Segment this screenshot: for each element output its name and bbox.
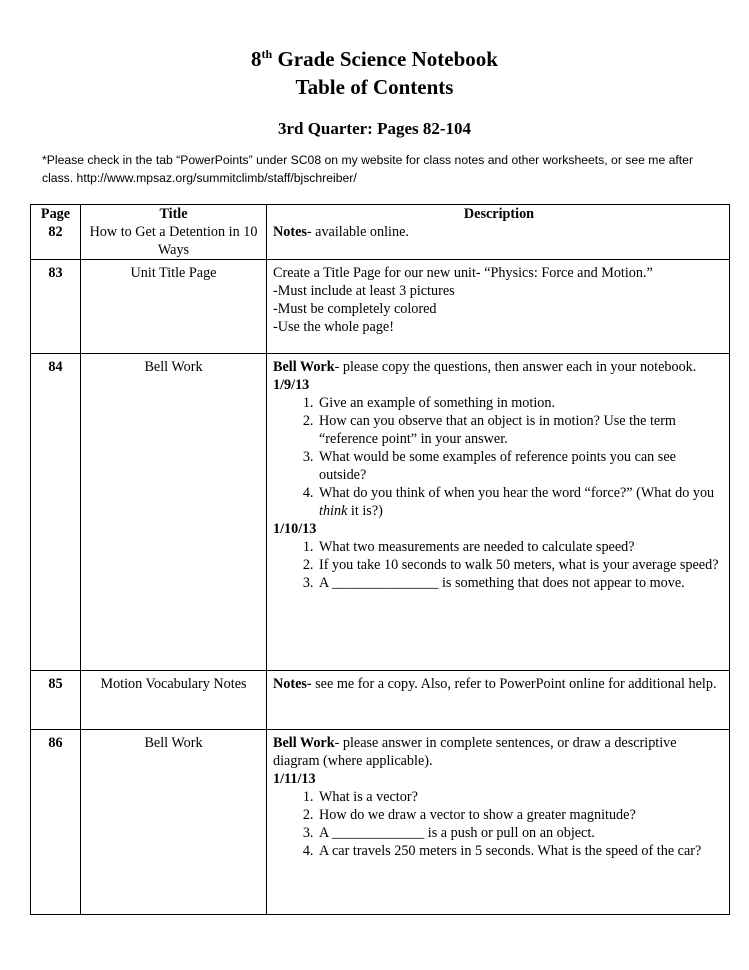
quarter-heading: 3rd Quarter: Pages 82-104 (277, 119, 472, 138)
page-number: 82 (48, 224, 63, 240)
page-cell (31, 730, 81, 915)
description-cell (267, 354, 730, 671)
page-column-header: Page (40, 206, 71, 222)
page-number: 83 (48, 265, 63, 281)
date-label: 1/10/13 (273, 521, 317, 537)
list-item: 2. How can you observe that an object is in motion? Use the term “reference point” in your answer. (317, 412, 725, 448)
website-note: *Please check in the tab “PowerPoints” under SC08 on my website for class notes and other worksheets, or see me after class. http://www.mpsaz.org/summitclimb/staff/bjschreiber/ (42, 153, 694, 185)
list-item: 1. Give an example of something in motion. (317, 394, 725, 412)
desc-lead: Bell Work (273, 735, 335, 751)
description-column-header: Description (463, 206, 535, 222)
entry-title: Unit Title Page (130, 265, 217, 281)
list-item: 2. If you take 10 seconds to walk 50 meters, what is your average speed? (317, 556, 725, 574)
desc-line: -Use the whole page! (273, 319, 394, 335)
desc-text: see me for a copy. Also, refer to PowerPoint online for additional help. (311, 676, 717, 692)
table-row (31, 354, 730, 671)
page-title (0, 46, 749, 72)
title-cell (81, 730, 267, 915)
q-text: it is?) (347, 503, 383, 519)
q-text: What do you think of when you hear the word “force?” (What do you (319, 485, 715, 501)
title-text: Grade Science Notebook (272, 47, 498, 71)
desc-line: -Must include at least 3 pictures (273, 283, 455, 299)
desc-text: - please answer in complete sentences, or draw a descriptive diagram (where applicable). (273, 735, 677, 769)
entry-title: How to Get a Detention in 10 Ways (89, 224, 258, 258)
desc-lead: Notes (273, 224, 307, 240)
title-column-header: Title (159, 206, 188, 222)
desc-line: -Must be completely colored (273, 301, 437, 317)
list-item: 3. A _______________ is something that does not appear to move. (317, 574, 725, 592)
title-cell (81, 205, 267, 260)
description-cell (267, 730, 730, 915)
table-row (31, 671, 730, 730)
title-cell (81, 671, 267, 730)
entry-title: Bell Work (144, 359, 203, 375)
table-row (31, 205, 730, 260)
desc-lead: Bell Work (273, 359, 335, 375)
list-item (317, 484, 725, 520)
question-list (273, 394, 725, 520)
description-cell (267, 671, 730, 730)
entry-title: Bell Work (144, 735, 203, 751)
title-cell (81, 260, 267, 354)
list-item: 3. A _____________ is a push or pull on an object. (317, 824, 725, 842)
desc-text: - please copy the questions, then answer each in your notebook. (334, 359, 697, 375)
question-list (273, 538, 725, 592)
page-cell (31, 260, 81, 354)
page-number: 86 (48, 735, 63, 751)
date-label: 1/9/13 (273, 377, 310, 393)
page-number: 84 (48, 359, 63, 375)
grade-number: 8 (251, 47, 262, 71)
list-item: 1. What is a vector? (317, 788, 725, 806)
title-cell (81, 354, 267, 671)
page-cell (31, 205, 81, 260)
table-row (31, 730, 730, 915)
list-item: 3. What would be some examples of reference points you can see outside? (317, 448, 725, 484)
page-subtitle: Table of Contents (295, 75, 454, 99)
desc-line: Create a Title Page for our new unit- “Physics: Force and Motion.” (273, 265, 653, 281)
description-cell (267, 205, 730, 260)
page-cell (31, 354, 81, 671)
q-emphasis: think (319, 503, 348, 519)
page-number: 85 (48, 676, 63, 692)
list-item: 4. A car travels 250 meters in 5 seconds. What is the speed of the car? (317, 842, 725, 860)
question-list (273, 788, 725, 860)
desc-text: - available online. (306, 224, 409, 240)
grade-suffix: th (261, 47, 273, 61)
entry-title: Motion Vocabulary Notes (100, 676, 247, 692)
page-cell (31, 671, 81, 730)
table-row (31, 260, 730, 354)
contents-table (30, 204, 730, 915)
list-item: 1. What two measurements are needed to calculate speed? (317, 538, 725, 556)
desc-lead: Notes- (273, 676, 312, 692)
date-label: 1/11/13 (273, 771, 316, 787)
description-cell (267, 260, 730, 354)
list-item: 2. How do we draw a vector to show a greater magnitude? (317, 806, 725, 824)
